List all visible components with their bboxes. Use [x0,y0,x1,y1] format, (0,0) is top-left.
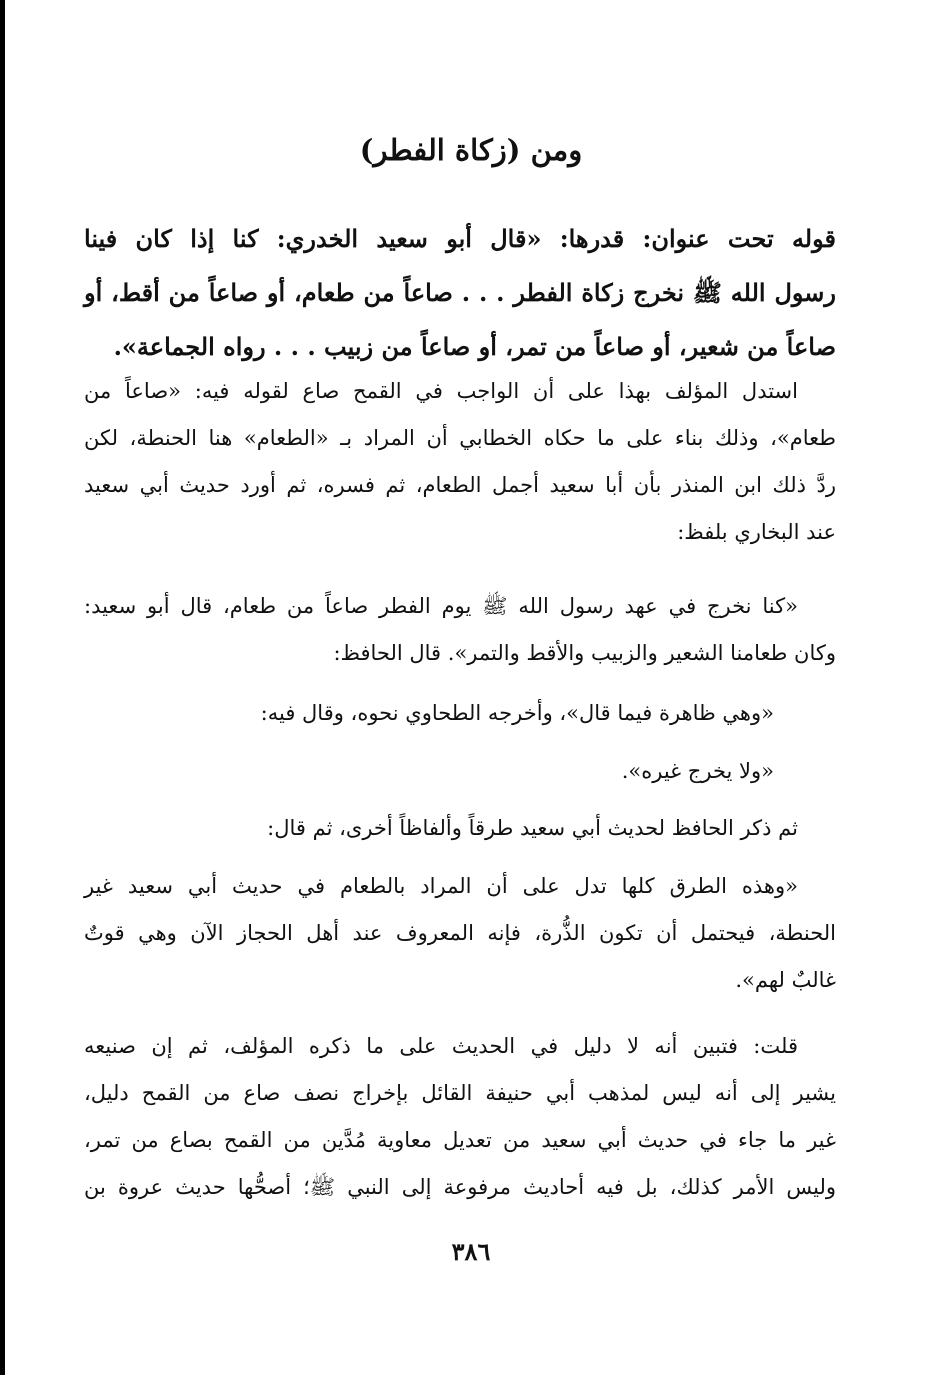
text-line: الحنطة، فيحتمل أن تكون الذُّرة، فإنه المعروف عند أهل الحجاز الآن وهي قوتٌ [84,921,836,945]
text-line: ردَّ ذلك ابن المنذر بأن أبا سعيد أجمل الطعام، ثم فسره، ثم أورد حديث أبي سعيد [84,473,836,497]
text-line: «وهذه الطرق كلها تدل على أن المراد بالطعام في حديث أبي سعيد غير [84,874,798,898]
text-line: قلت: فتبين أنه لا دليل في الحديث على ما ذكره المؤلف، ثم إن صنيعه [84,1034,798,1058]
text-line: استدل المؤلف بهذا على أن الواجب في القمح صاع لقوله فيه: «صاعاً من [84,379,798,403]
text-line: وكان طعامنا الشعير والزبيب والأقط والتمر». قال الحافظ: [333,641,836,665]
text-line: «وهي ظاهرة فيما قال»، وأخرجه الطحاوي نحوه، وقال فيه: [260,701,774,725]
text-line: رسول الله ﷺ نخرج زكاة الفطر . . . صاعاً من طعام، أو صاعاً من أقط، أو [84,278,836,307]
paragraph-4 [84,805,836,852]
section-title: ومن (زكاة الفطر) [359,133,583,167]
paragraph-2 [84,368,836,556]
text-line: وليس الأمر كذلك، بل فيه أحاديث مرفوعة إلى النبي ﷺ؛ أصحُّها حديث عروة بن [84,1175,836,1199]
scan-edge [0,0,5,1375]
text-line: طعام»، وذلك بناء على ما حكاه الخطابي أن المراد بـ «الطعام» هنا الحنطة، لكن [84,426,836,450]
text-line: «ولا يخرج غيره». [621,759,774,783]
text-line: يشير إلى أنه ليس لمذهب أبي حنيفة القائل بإخراج نصف صاع من القمح دليل، [84,1081,836,1105]
text-line: ثم ذكر الحافظ لحديث أبي سعيد طرقاً وألفاظاً أخرى، ثم قال: [267,816,798,840]
quote-1 [84,690,836,737]
text-line: «كنا نخرج في عهد رسول الله ﷺ يوم الفطر صاعاً من طعام، قال أبو سعيد: [84,594,798,618]
text-line: غير ما جاء في حديث أبي سعيد من تعديل معاوية مُدَّين من القمح بصاع من تمر، [84,1128,836,1152]
page-number: ٣٨٦ [451,1237,491,1266]
quote-2 [84,748,836,795]
text-line: عند البخاري بلفظ: [677,520,836,544]
text-line: غالبٌ لهم». [735,968,836,992]
intro-paragraph [84,212,836,374]
text-line: صاعاً من شعير، أو صاعاً من تمر، أو صاعاً من زبيب . . . رواه الجماعة». [113,332,836,361]
paragraph-5 [84,863,836,1004]
paragraph-3 [84,583,836,677]
paragraph-6 [84,1023,836,1211]
text-line: قوله تحت عنوان: قدرها: «قال أبو سعيد الخدري: كنا إذا كان فينا [84,224,836,253]
